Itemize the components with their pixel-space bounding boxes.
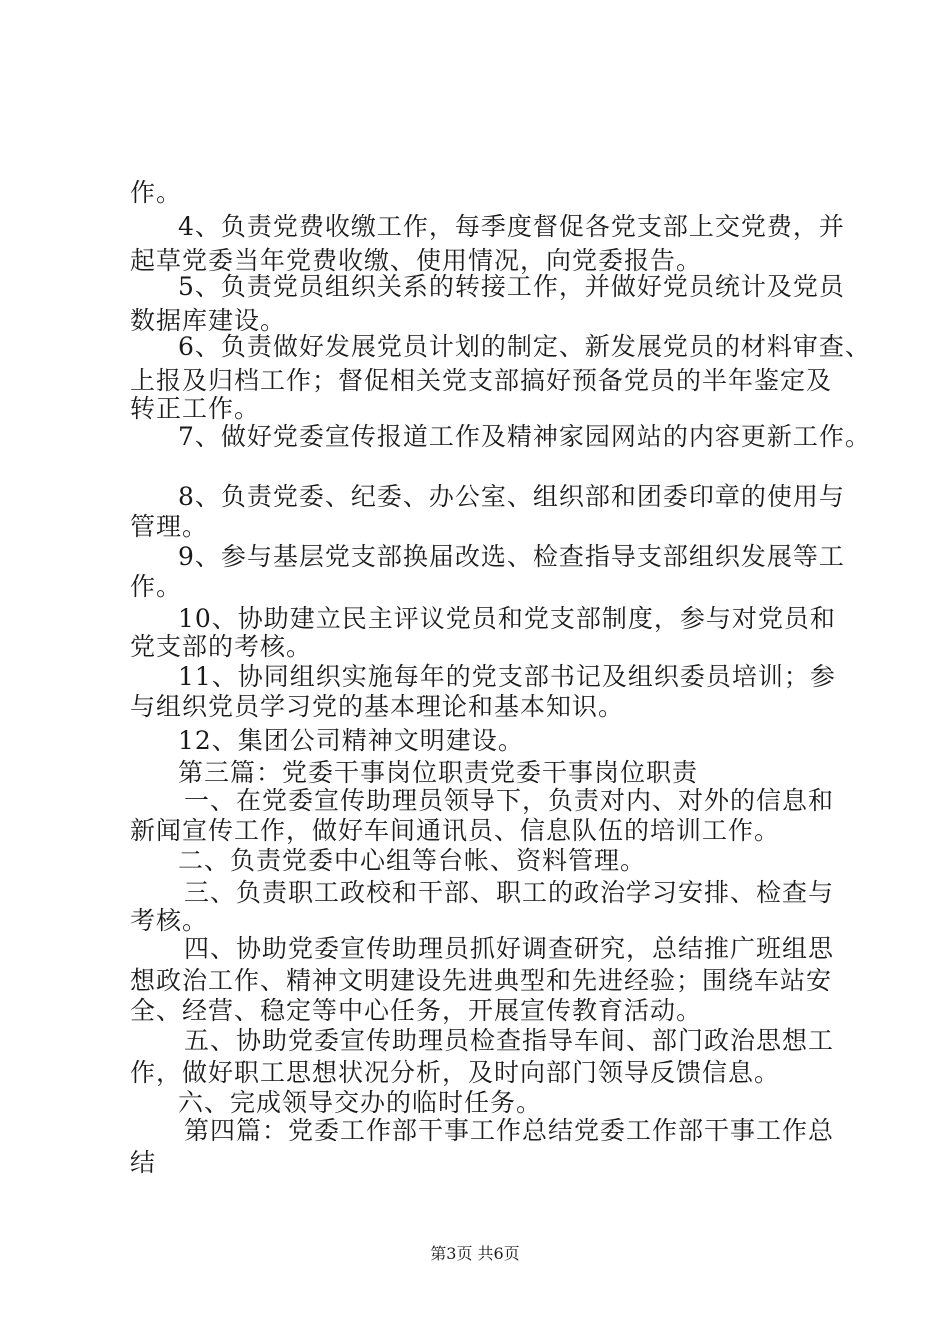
text-line: 4、负责党费收缴工作，每季度督促各党支部上交党费，并 xyxy=(178,212,845,241)
text-line: 想政治工作、精神文明建设先进典型和先进经验；围绕车站安 xyxy=(130,966,833,995)
section-heading: 第四篇：党委工作部干事工作总结党委工作部干事工作总 xyxy=(184,1116,835,1145)
text-line: 11、协同组织实施每年的党支部书记及组织委员培训；参 xyxy=(178,662,836,691)
text-line: 五、协助党委宣传助理员检查指导车间、部门政治思想工 xyxy=(184,1026,835,1055)
text-line: 党支部的考核。 xyxy=(130,632,313,661)
text-line: 数据库建设。 xyxy=(130,306,287,335)
text-line: 转正工作。 xyxy=(130,394,261,423)
text-line: 管理。 xyxy=(130,512,209,541)
text-line: 二、负责党委中心组等台帐、资料管理。 xyxy=(178,846,647,875)
text-line: 9、参与基层党支部换届改选、检查指导支部组织发展等工 xyxy=(178,542,845,571)
text-line: 全、经营、稳定等中心任务，开展宣传教育活动。 xyxy=(130,996,703,1025)
text-line: 作。 xyxy=(130,572,183,601)
text-line: 结 xyxy=(130,1148,157,1177)
section-heading: 第三篇：党委干事岗位职责党委干事岗位职责 xyxy=(178,758,699,787)
text-line: 三、负责职工政校和干部、职工的政治学习安排、检查与 xyxy=(184,878,835,907)
text-line: 12、集团公司精神文明建设。 xyxy=(178,726,524,755)
text-line: 作。 xyxy=(130,178,183,207)
text-line: 上报及归档工作；督促相关党支部搞好预备党员的半年鉴定及 xyxy=(130,366,833,395)
text-line: 起草党委当年党费收缴、使用情况，向党委报告。 xyxy=(130,246,703,275)
page-number-footer: 第3页 共6页 xyxy=(430,1244,520,1263)
text-line: 10、协助建立民主评议党员和党支部制度，参与对党员和 xyxy=(178,604,836,633)
text-line: 六、完成领导交办的临时任务。 xyxy=(178,1088,543,1117)
text-line: 作，做好职工思想状况分析，及时向部门领导反馈信息。 xyxy=(130,1058,781,1087)
text-line: 考核。 xyxy=(130,906,209,935)
text-line: 新闻宣传工作，做好车间通讯员、信息队伍的培训工作。 xyxy=(130,816,781,845)
text-line: 8、负责党委、纪委、办公室、组织部和团委印章的使用与 xyxy=(178,482,845,511)
text-line: 与组织党员学习党的基本理论和基本知识。 xyxy=(130,692,625,721)
text-line: 5、负责党员组织关系的转接工作，并做好党员统计及党员 xyxy=(178,272,845,301)
text-line: 一、在党委宣传助理员领导下，负责对内、对外的信息和 xyxy=(184,786,835,815)
text-line: 6、负责做好发展党员计划的制定、新发展党员的材料审查、 xyxy=(178,332,871,361)
text-line: 7、做好党委宣传报道工作及精神家园网站的内容更新工作。 xyxy=(178,422,871,451)
text-line: 四、协助党委宣传助理员抓好调查研究，总结推广班组思 xyxy=(184,934,835,963)
